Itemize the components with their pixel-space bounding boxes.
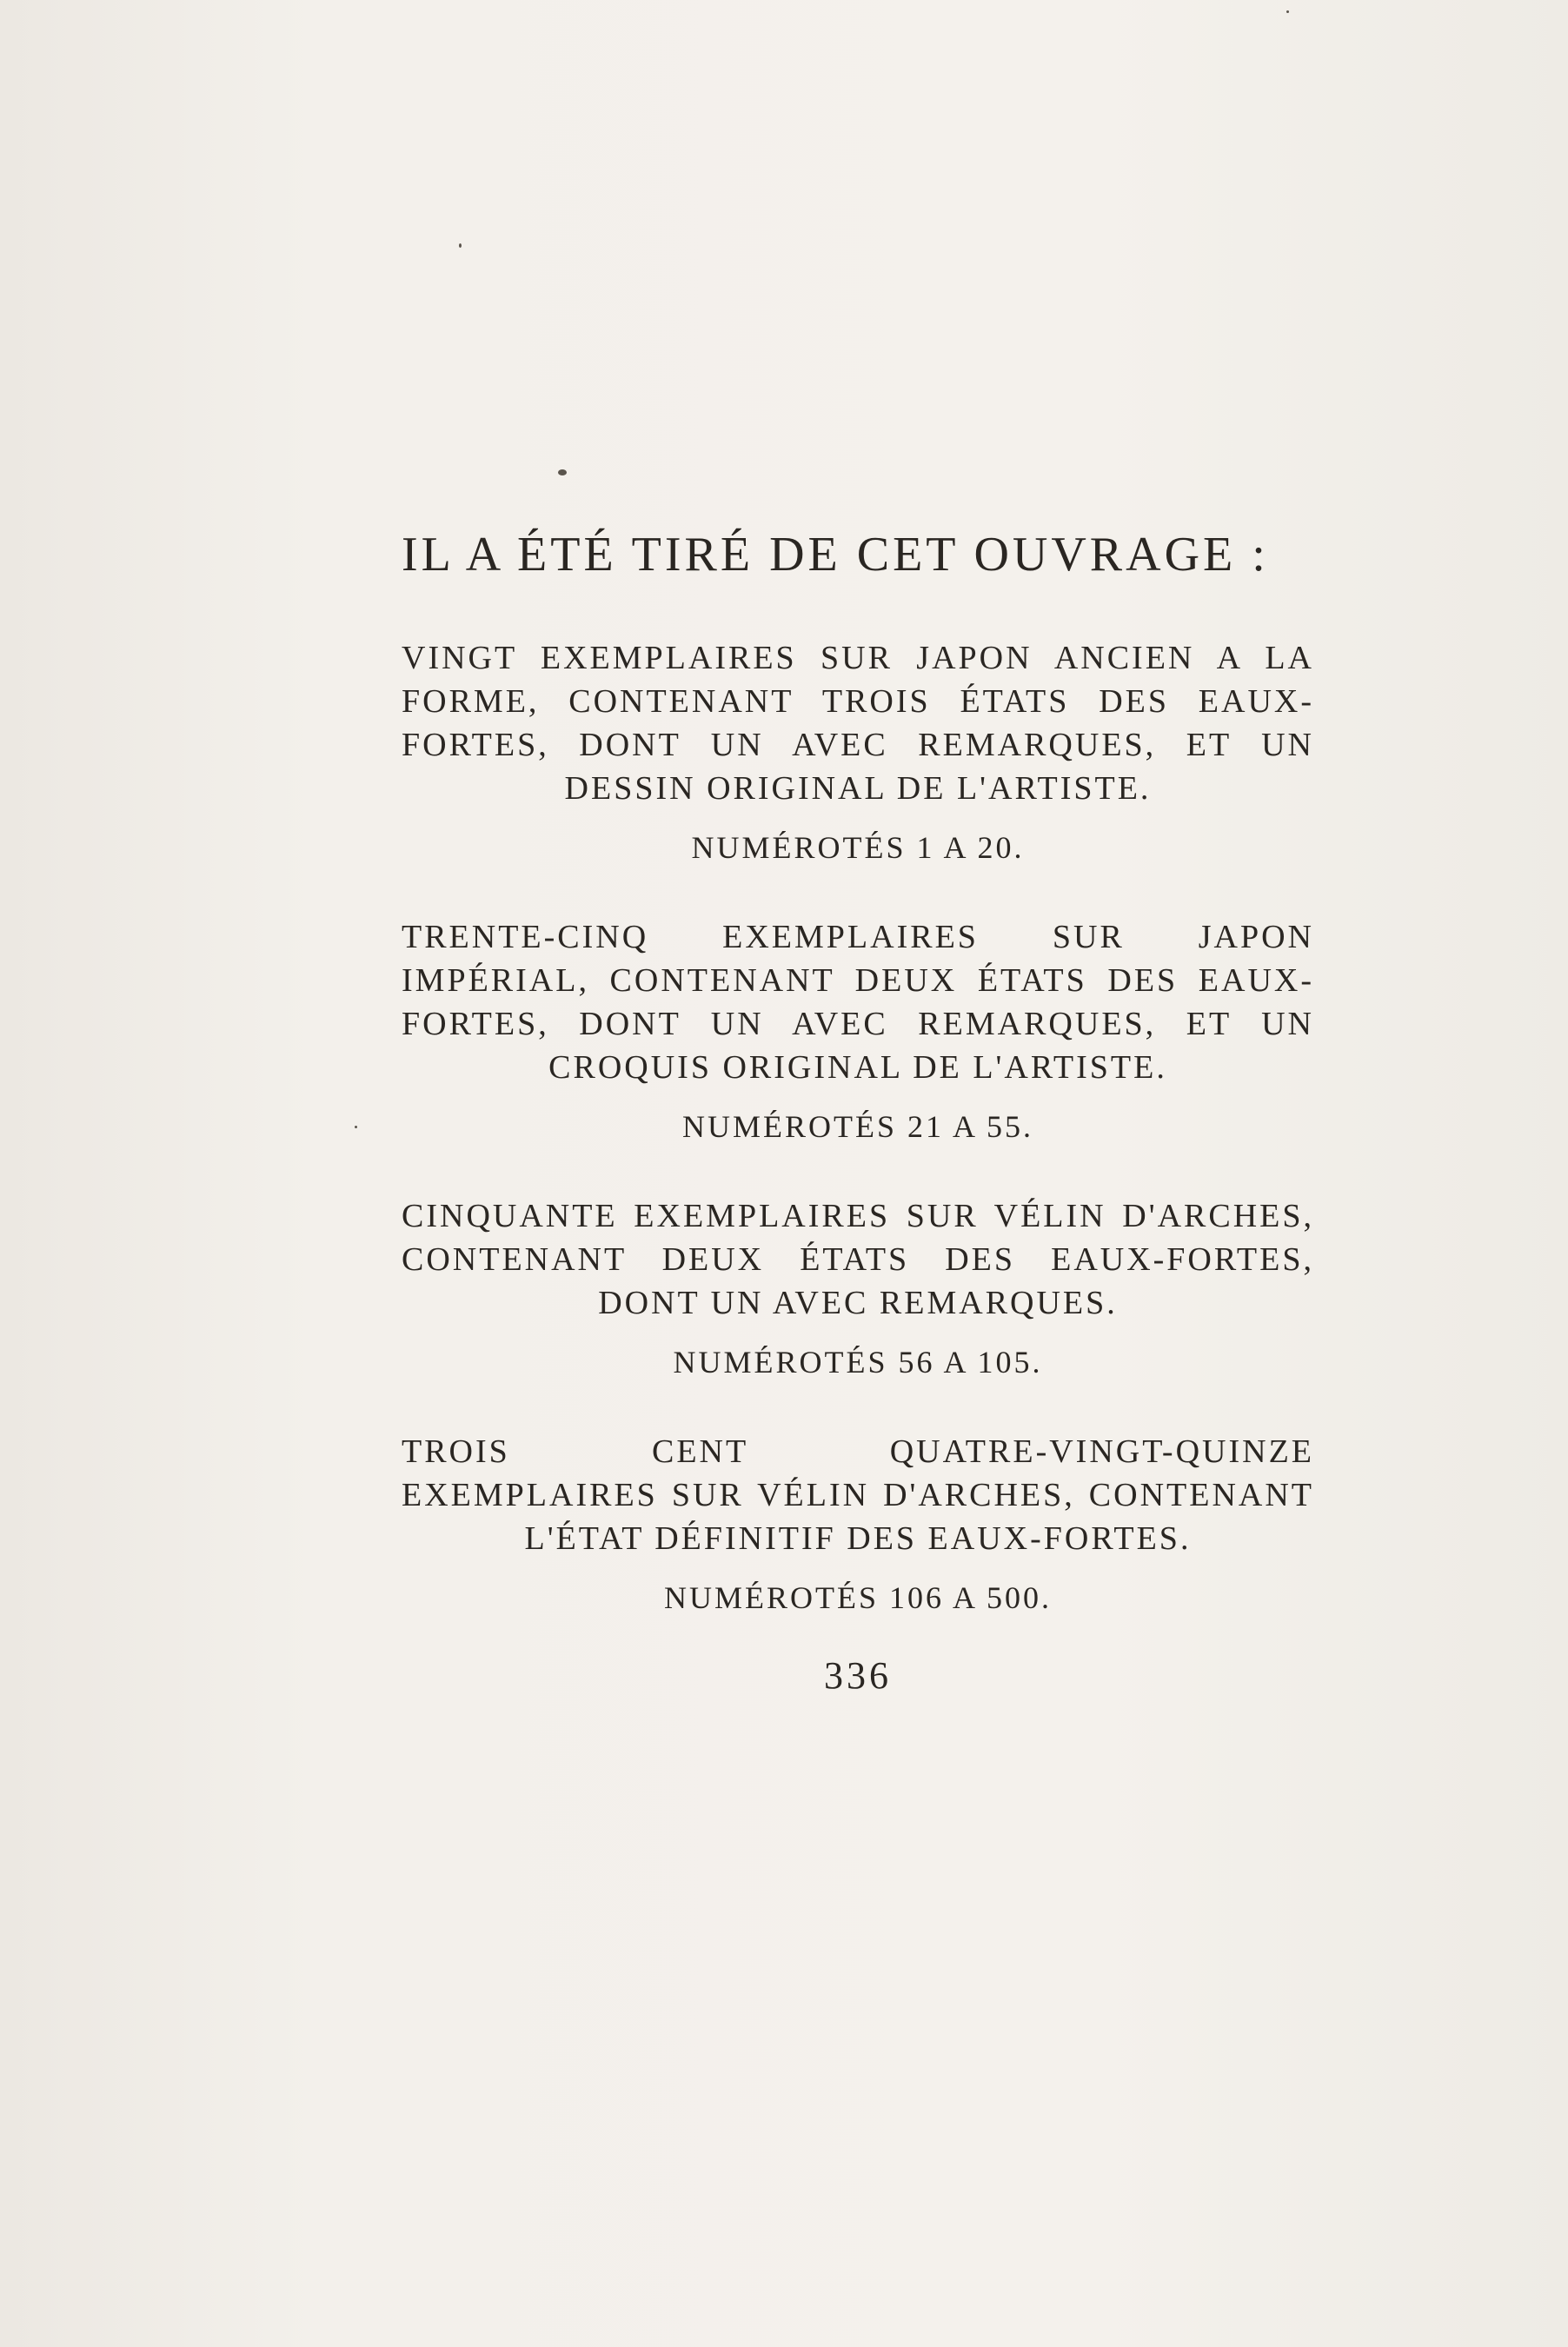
paper-speck bbox=[355, 1126, 357, 1128]
colophon-heading: IL A ÉTÉ TIRÉ DE CET OUVRAGE : bbox=[402, 528, 1269, 582]
edition-entry bbox=[402, 915, 1314, 1147]
edition-numbering: NUMÉROTÉS 56 A 105. bbox=[673, 1345, 1043, 1380]
copy-number: 336 bbox=[824, 1654, 892, 1697]
edition-description: TRENTE-CINQ EXEMPLAIRES SUR JAPON IMPÉRIAL, CONTENANT DEUX ÉTATS DES EAUX-FORTES, DONT UN AVEC REMARQUES, ET UN CROQUIS ORIGINAL DE L'ARTISTE. bbox=[402, 919, 1314, 1086]
edition-numbering: NUMÉROTÉS 21 A 55. bbox=[681, 1109, 1034, 1144]
paper-speck bbox=[1286, 10, 1289, 13]
colophon bbox=[402, 527, 1314, 1698]
paper-speck bbox=[558, 469, 567, 475]
edition-entry bbox=[402, 1430, 1314, 1618]
edition-description: TROIS CENT QUATRE-VINGT-QUINZE EXEMPLAIRES SUR VÉLIN D'ARCHES, CONTENANT L'ÉTAT DÉFINITIF DES EAUX-FORTES. bbox=[402, 1433, 1314, 1557]
edition-description: CINQUANTE EXEMPLAIRES SUR VÉLIN D'ARCHES, CONTENANT DEUX ÉTATS DES EAUX-FORTES, DONT UN AVEC REMARQUES. bbox=[402, 1198, 1314, 1321]
paper-speck bbox=[459, 243, 462, 248]
edition-numbering: NUMÉROTÉS 106 A 500. bbox=[663, 1580, 1053, 1615]
edition-numbering: NUMÉROTÉS 1 A 20. bbox=[691, 830, 1025, 865]
edition-description: VINGT EXEMPLAIRES SUR JAPON ANCIEN A LA FORME, CONTENANT TROIS ÉTATS DES EAUX-FORTES, DONT UN AVEC REMARQUES, ET UN DESSIN ORIGINAL DE L'ARTISTE. bbox=[402, 640, 1314, 807]
edition-entry bbox=[402, 1194, 1314, 1382]
edition-entry bbox=[402, 636, 1314, 868]
